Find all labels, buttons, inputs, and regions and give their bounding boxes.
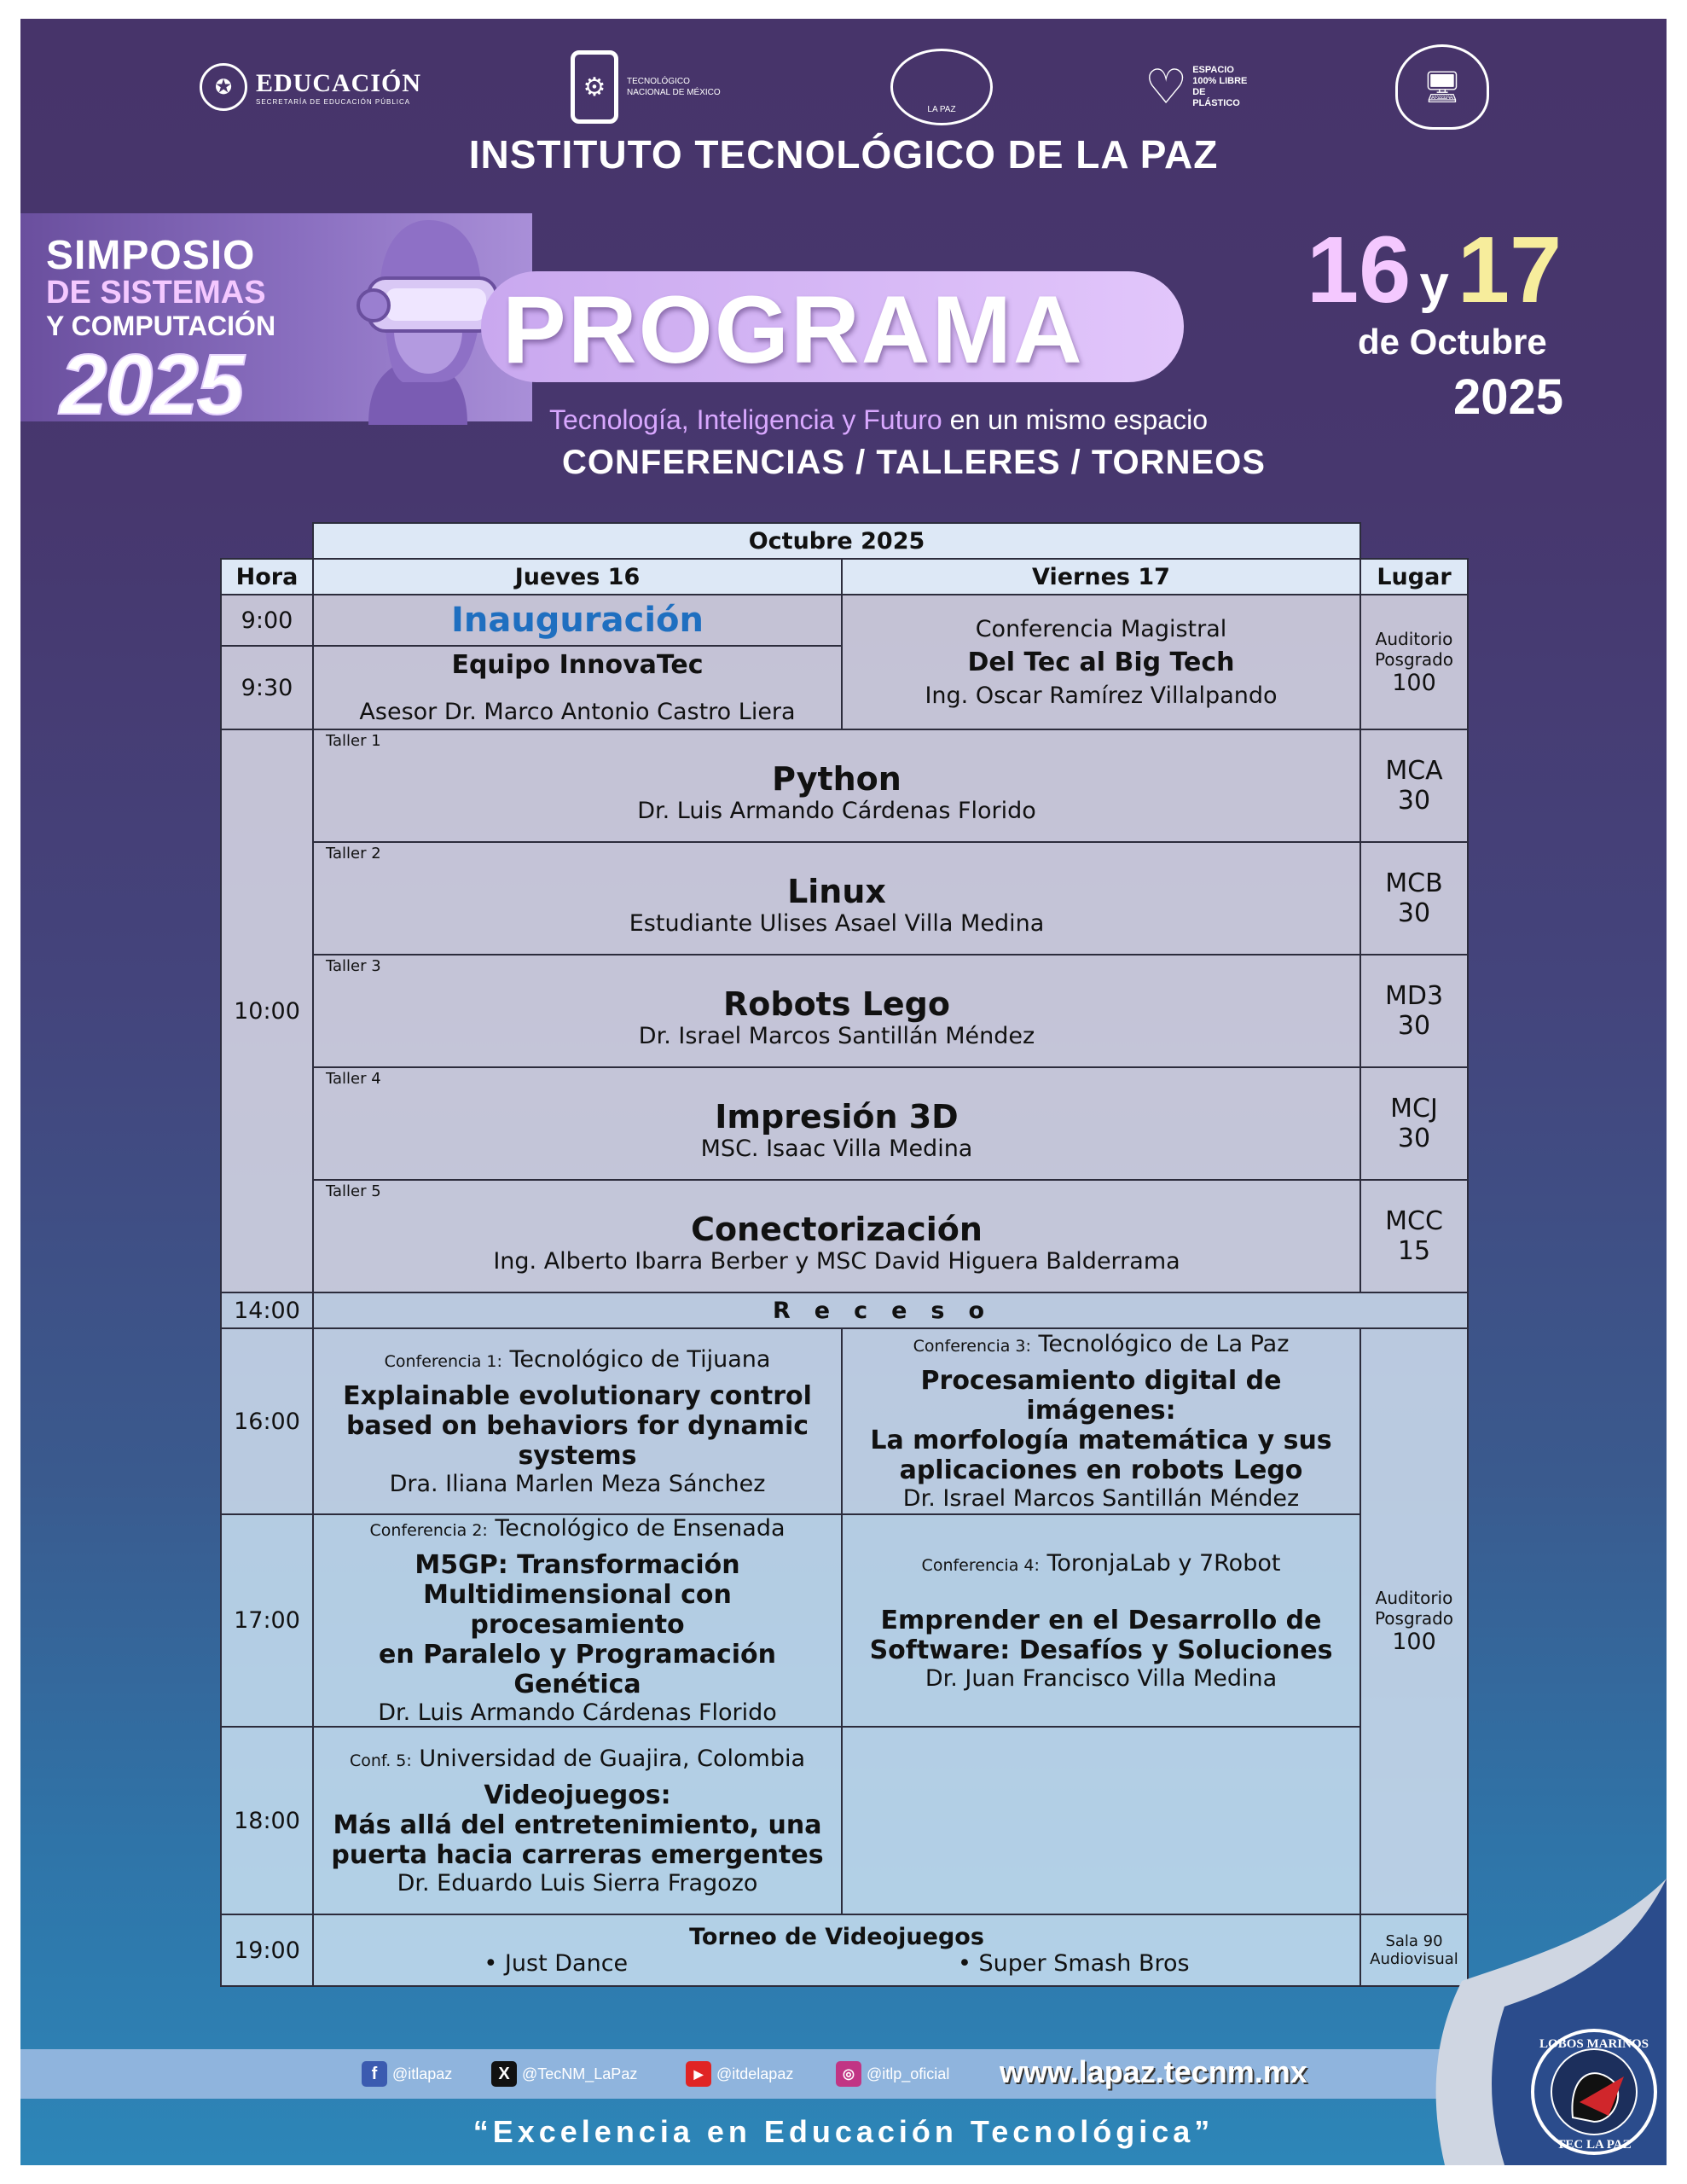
taller-speaker: Dr. Luis Armando Cárdenas Florido [637, 797, 1036, 824]
programa-title: PROGRAMA [502, 276, 1084, 383]
taller-title: Python [772, 759, 901, 798]
taller-speaker: MSC. Isaac Villa Medina [700, 1135, 973, 1162]
torneo-cell [313, 1914, 1360, 1986]
conference-title-line: Multidimensional con procesamiento [423, 1580, 732, 1640]
institute-title: INSTITUTO TECNOLÓGICO DE LA PAZ [468, 132, 1219, 177]
itlp-logo [890, 44, 993, 130]
tecnm-logo [571, 44, 729, 130]
taller-tag: Taller 3 [326, 957, 381, 975]
tagline [549, 404, 1208, 436]
inauguracion: Inauguración [313, 595, 842, 646]
lugar2-line1: Auditorio [1375, 1588, 1453, 1608]
youtube-handle: @itdelapaz [716, 2065, 794, 2082]
conference-title-line: systems [518, 1440, 637, 1471]
mascot-top-text: LOBOS MARINOS [1539, 2037, 1649, 2051]
conference-tag: Conferencia 1: [384, 1351, 502, 1371]
conference-title-line: Emprender en el Desarrollo de [880, 1605, 1322, 1635]
event-title-line2: DE SISTEMAS [46, 275, 266, 311]
instagram-link[interactable] [836, 2061, 949, 2087]
event-title-line3: Y COMPUTACIÓN [46, 311, 276, 341]
lugar2-capacity: 100 [1392, 1629, 1436, 1655]
conference-title-line: Explainable evolutionary control [343, 1380, 812, 1411]
time-18-00: 18:00 [221, 1727, 313, 1914]
conference-institution: Universidad de Guajira, Colombia [411, 1745, 806, 1772]
receso: Receso [313, 1292, 1468, 1328]
conference-title-line: aplicaciones en robots Lego [899, 1455, 1303, 1485]
taller-cell [313, 842, 1360, 955]
sep-logo-text: EDUCACIÓN [256, 68, 422, 97]
taller-room [1360, 955, 1468, 1067]
conference-institution: Tecnológico de Ensenada [487, 1515, 786, 1542]
conference-speaker: Dra. Iliana Marlen Meza Sánchez [389, 1470, 766, 1497]
x-icon: X [491, 2061, 517, 2087]
lugar-auditorio-1 [1360, 595, 1468, 729]
youtube-icon: ▶ [686, 2061, 711, 2087]
conference-tag: Conferencia 4: [921, 1555, 1040, 1575]
vr-headset-woman-icon [334, 212, 501, 425]
lobos-marinos-mascot [1411, 1879, 1667, 2165]
taller-speaker: Ing. Alberto Ibarra Berber y MSC David Higuera Balderrama [493, 1247, 1180, 1275]
magistral-cell [842, 595, 1360, 729]
col-header-viernes: Viernes 17 [842, 559, 1360, 595]
conference-title-line: en Paralelo y Programación Genética [378, 1640, 777, 1699]
taller-tag: Taller 5 [326, 1182, 381, 1200]
conference-cell [842, 1328, 1360, 1514]
empty-slot [842, 1727, 1360, 1914]
room-capacity: 30 [1397, 1011, 1431, 1041]
taller-title: Conectorización [691, 1210, 983, 1248]
conference-title-line: Videojuegos: [484, 1780, 671, 1810]
lugar3-line1: Sala 90 [1385, 1932, 1443, 1950]
conference-speaker: Dr. Eduardo Luis Sierra Fragozo [397, 1869, 758, 1896]
instagram-icon: ◎ [836, 2061, 861, 2087]
conference-tag: Conf. 5: [349, 1751, 412, 1770]
table-month-header: Octubre 2025 [313, 523, 1360, 559]
conference-institution: ToronjaLab y 7Robot [1039, 1549, 1281, 1577]
torneo-title: Torneo de Videojuegos [689, 1924, 984, 1950]
date-day2: 17 [1457, 218, 1562, 322]
date-and: y [1419, 255, 1449, 314]
room-code: MCJ [1390, 1094, 1438, 1124]
room-capacity: 30 [1397, 898, 1431, 928]
room-code: MCB [1385, 868, 1443, 898]
lugar1-line1: Auditorio [1375, 628, 1453, 649]
logo-row [20, 44, 1667, 138]
room-capacity: 15 [1397, 1236, 1431, 1266]
taller-room [1360, 842, 1468, 955]
room-capacity: 30 [1397, 786, 1431, 816]
facebook-handle: @itlapaz [392, 2065, 453, 2082]
room-code: MCA [1385, 756, 1443, 786]
event-dates [1307, 218, 1562, 322]
time-9-00: 9:00 [221, 595, 313, 646]
conference-speaker: Dr. Luis Armando Cárdenas Florido [378, 1699, 777, 1726]
taller-cell [313, 729, 1360, 842]
lugar1-line2: Posgrado [1374, 648, 1454, 670]
taller-room [1360, 1067, 1468, 1180]
itlp-emblem-icon: LA PAZ [890, 49, 993, 125]
time-16-00: 16:00 [221, 1328, 313, 1514]
plastic-free-logo [1145, 44, 1252, 130]
time-17-00: 17:00 [221, 1514, 313, 1727]
tecnm-logo-text: TECNOLÓGICO NACIONAL DE MÉXICO [627, 77, 721, 97]
innovatec-advisor: Asesor Dr. Marco Antonio Castro Liera [359, 699, 796, 725]
conference-title-line: La morfología matemática y sus [870, 1426, 1332, 1455]
conference-cell [313, 1328, 842, 1514]
lugar2-line2: Posgrado [1374, 1608, 1454, 1629]
tagline-highlight: Tecnología, Inteligencia y Futuro [549, 404, 942, 435]
col-header-hora: Hora [221, 559, 313, 595]
conference-title-line: based on behaviors for dynamic [345, 1410, 809, 1441]
conference-title-line: Software: Desafíos y Soluciones [869, 1635, 1333, 1665]
taller-title: Robots Lego [723, 985, 950, 1023]
conference-institution: Tecnológico de La Paz [1030, 1331, 1290, 1357]
time-10-00: 10:00 [221, 729, 313, 1292]
conference-tag: Conferencia 2: [369, 1521, 488, 1540]
taller-tag: Taller 2 [326, 845, 381, 863]
innovatec-title: Equipo InnovaTec [451, 650, 704, 680]
slogan: “Excelencia en Educación Tecnológica” [472, 2114, 1215, 2149]
facebook-icon: f [362, 2061, 387, 2087]
facebook-link[interactable] [362, 2061, 452, 2087]
game-item: • Super Smash Bros [958, 1950, 1190, 1977]
taller-speaker: Estudiante Ulises Asael Villa Medina [629, 909, 1045, 937]
tagline-rest: en un mismo espacio [942, 404, 1208, 435]
conference-cell [313, 1727, 842, 1914]
col-header-jueves: Jueves 16 [313, 559, 842, 595]
lugar1-capacity: 100 [1392, 669, 1436, 696]
taller-room [1360, 729, 1468, 842]
plastic-free-text: ESPACIO 100% LIBRE DE PLÁSTICO [1192, 65, 1248, 108]
conference-title-line: M5GP: Transformación [415, 1550, 740, 1580]
mascot-bottom-text: TEC LA PAZ [1557, 2138, 1632, 2152]
conference-tag: Conferencia 3: [913, 1337, 1031, 1356]
game-item: • Just Dance [484, 1950, 629, 1977]
magistral-title: Del Tec al Big Tech [967, 647, 1235, 677]
room-code: MD3 [1384, 981, 1444, 1011]
magistral-speaker: Ing. Oscar Ramírez Villalpando [925, 682, 1278, 709]
event-year: 2025 [60, 337, 243, 433]
computer-emblem-icon: 🖥 [1395, 44, 1489, 130]
time-9-30: 9:30 [221, 646, 313, 729]
taller-cell [313, 1067, 1360, 1180]
taller-tag: Taller 4 [326, 1070, 381, 1088]
lugar-auditorio-2 [1360, 1328, 1468, 1914]
innovatec-cell [313, 646, 842, 729]
department-logo [1395, 44, 1489, 130]
taller-title: Linux [787, 872, 886, 910]
taller-cell [313, 1180, 1360, 1292]
x-handle: @TecNM_LaPaz [522, 2065, 638, 2082]
sep-logo-subtext: SECRETARÍA DE EDUCACIÓN PÚBLICA [256, 97, 411, 106]
conference-speaker: Dr. Juan Francisco Villa Medina [925, 1664, 1278, 1692]
time-19-00: 19:00 [221, 1914, 313, 1986]
conference-cell [842, 1514, 1360, 1727]
conference-institution: Tecnológico de Tijuana [501, 1345, 771, 1373]
poster [20, 19, 1667, 2165]
schedule-table-wrap [220, 522, 1469, 1987]
activities-line: CONFERENCIAS / TALLERES / TORNEOS [562, 444, 1266, 481]
taller-tag: Taller 1 [326, 732, 381, 750]
event-title-line1: SIMPOSIO [46, 233, 256, 278]
date-year: 2025 [1453, 369, 1564, 425]
time-14-00: 14:00 [221, 1292, 313, 1328]
instagram-handle: @itlp_oficial [867, 2065, 950, 2082]
taller-cell [313, 955, 1360, 1067]
taller-room [1360, 1180, 1468, 1292]
eagle-seal-icon: ✪ [200, 63, 247, 111]
conference-cell [313, 1514, 842, 1727]
youtube-link[interactable] [686, 2061, 793, 2087]
col-header-lugar: Lugar [1360, 559, 1468, 595]
taller-speaker: Dr. Israel Marcos Santillán Méndez [638, 1022, 1035, 1049]
heart-icon: ♡ [1145, 60, 1188, 113]
conference-speaker: Dr. Israel Marcos Santillán Méndez [902, 1485, 1300, 1512]
lugar3-line2: Audiovisual [1370, 1950, 1458, 1968]
magistral-label: Conferencia Magistral [975, 615, 1227, 642]
x-link[interactable] [491, 2061, 637, 2087]
schedule-table [220, 522, 1469, 1987]
room-capacity: 30 [1397, 1124, 1431, 1153]
taller-title: Impresión 3D [715, 1097, 959, 1136]
room-code: MCC [1385, 1206, 1443, 1236]
conference-title-line: Procesamiento digital de imágenes: [920, 1366, 1282, 1426]
gear-icon: ⚙ [571, 50, 618, 124]
conference-title-line: Más allá del entretenimiento, una [333, 1809, 822, 1840]
conference-title-line: puerta hacia carreras emergentes [331, 1839, 824, 1870]
date-month: de Octubre [1358, 322, 1547, 362]
date-day1: 16 [1307, 218, 1412, 322]
sep-logo [200, 44, 421, 130]
website-link[interactable]: www.lapaz.tecnm.mx [1000, 2054, 1307, 2089]
